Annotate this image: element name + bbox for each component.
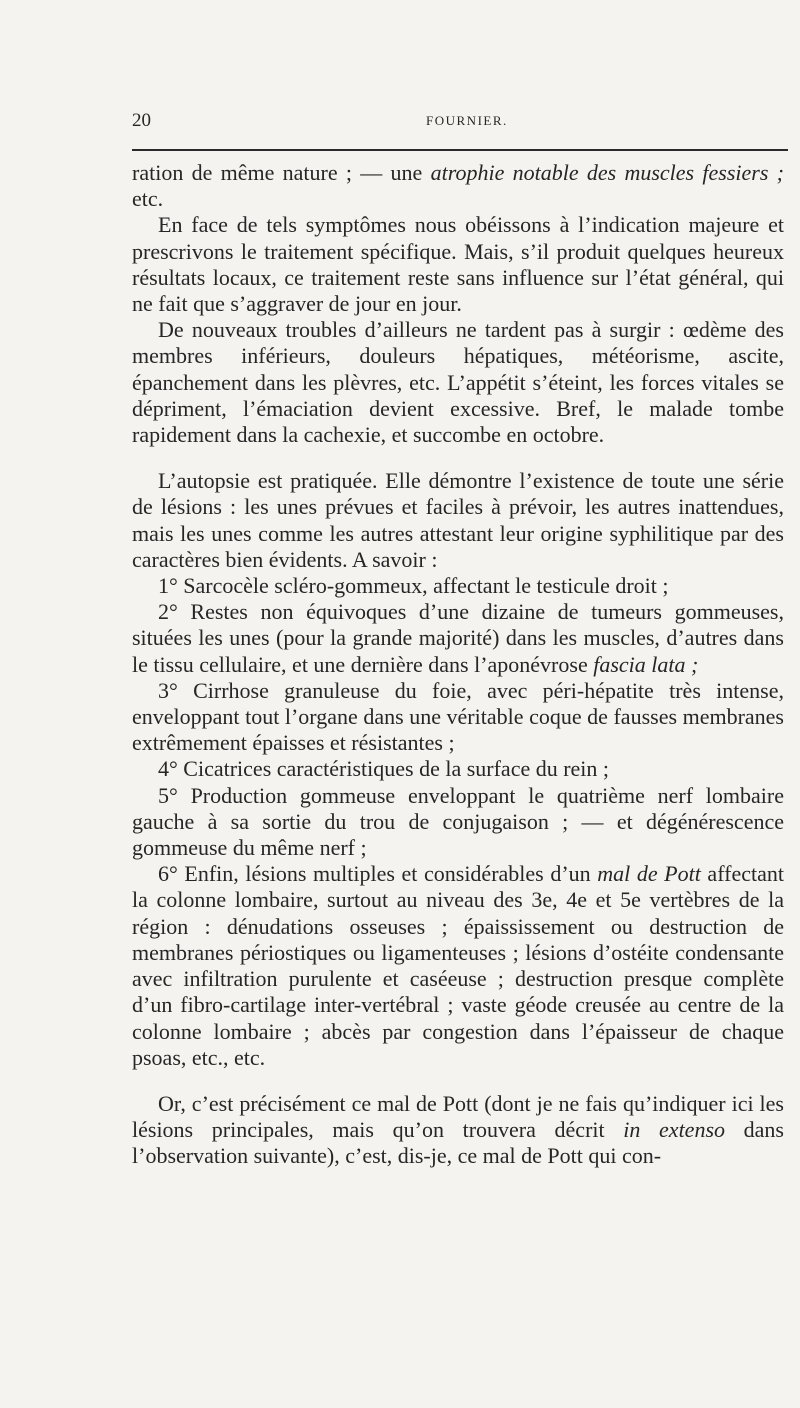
paragraph-conclusion: Or, c’est précisément ce mal de Pott (dont je ne fais qu’indiquer ici les lésions principales, mais qu’on trouvera décrit in extenso dans l’observation suivante), c’est, dis-je, ce mal de Pott qui con-: [132, 1090, 784, 1169]
paragraph-continuation: ration de même nature ; — une atrophie notable des muscles fessiers ; etc.: [132, 160, 784, 212]
lesion-item-3: 3° Cirrhose granuleuse du foie, avec péri-hépatite très intense, enveloppant tout l’organe dans une véritable coque de fausses membranes extrêmement épaisses et résistantes ;: [132, 677, 784, 756]
paragraph-treatment: En face de tels symptômes nous obéissons à l’indication majeure et prescrivons le traitement spécifique. Mais, s’il produit quelques heureux résultats locaux, ce traitement reste sans influence sur l’état général, qui ne fait que s’aggraver de jour en jour.: [132, 212, 784, 317]
lesion-item-5: 5° Production gommeuse enveloppant le quatrième nerf lombaire gauche à sa sortie du trou de conjugaison ; — et dégénérescence gommeuse du même nerf ;: [132, 782, 784, 861]
page-body: [132, 160, 784, 1170]
page-number: 20: [132, 110, 151, 131]
paragraph-autopsy: L’autopsie est pratiquée. Elle démontre l’existence de toute une série de lésions : les unes prévues et faciles à prévoir, les autres inattendues, mais les unes comme les autres attestant leur origine syphilitique par des caractères bien évidents. A savoir :: [132, 468, 784, 572]
lesion-item-4: 4° Cicatrices caractéristiques de la surface du rein ;: [158, 756, 610, 782]
lesion-item-6: 6° Enfin, lésions multiples et considérables d’un mal de Pott affectant la colonne lombaire, surtout au niveau des 3e, 4e et 5e vertèbres de la région : dénudations osseuses ; épaississement ou destruction de membranes périostiques ou ligamenteuses ; lésions d’ostéite condensante avec infiltration purulente et caséeuse ; destruction presque complète d’un fibro-cartilage inter-vertébral ; vaste géode creusée au centre de la colonne lombaire ; abcès par congestion dans l’épaisseur de chaque psoas, etc., etc.: [132, 861, 784, 1070]
running-head: FOURNIER.: [426, 113, 508, 128]
lesion-item-1: 1° Sarcocèle scléro-gommeux, affectant le testicule droit ;: [158, 573, 669, 599]
lesion-item-2: 2° Restes non équivoques d’une dizaine de tumeurs gommeuses, situées les unes (pour la grande majorité) dans les muscles, d’autres dans le tissu cellulaire, et une dernière dans l’aponévrose fascia lata ;: [132, 599, 784, 677]
header-rule: [132, 149, 788, 151]
page-header: [132, 110, 792, 136]
paragraph-new-troubles: De nouveaux troubles d’ailleurs ne tardent pas à surgir : œdème des membres inférieurs, douleurs hépatiques, météorisme, ascite, épanchement dans les plèvres, etc. L’appétit s’éteint, les forces vitales se dépriment, l’émaciation devient excessive. Bref, le malade tombe rapidement dans la cachexie, et succombe en octobre.: [132, 317, 784, 448]
